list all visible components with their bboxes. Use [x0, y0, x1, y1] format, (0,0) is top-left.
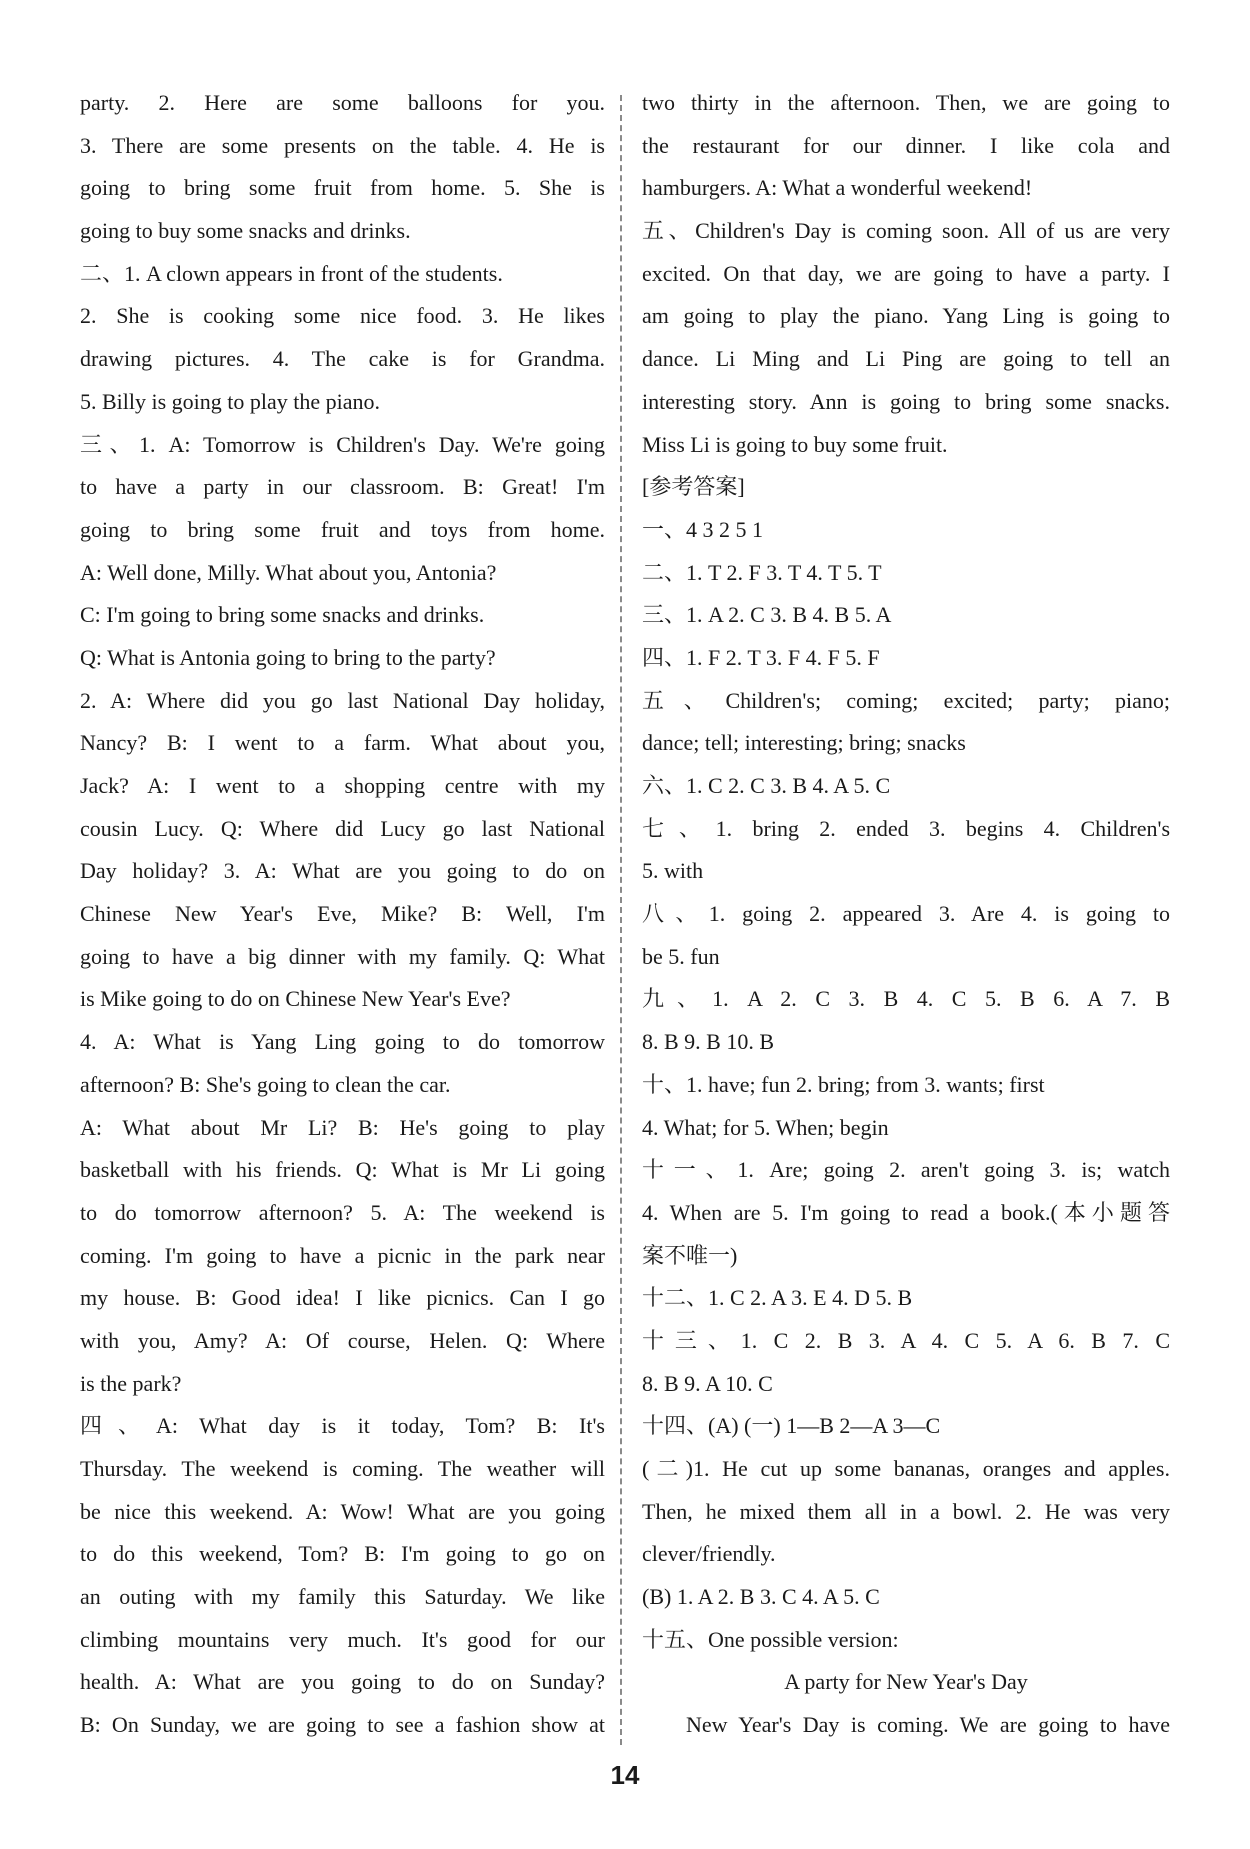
text-line: coming. I'm going to have a picnic in the park near — [80, 1242, 605, 1268]
page-number: 14 — [610, 1760, 640, 1790]
text-line: clever/friendly. — [642, 1541, 776, 1567]
column-divider — [620, 95, 622, 1745]
text-line: 2. She is cooking some nice food. 3. He likes — [80, 303, 605, 329]
text-line: 2. A: Where did you go last National Day holiday, — [80, 687, 605, 713]
text-line: 3. There are some presents on the table. 4. He is — [80, 132, 605, 158]
text-line: B: On Sunday, we are going to see a fashion show at — [80, 1712, 605, 1738]
text-line: 七、1. bring 2. ended 3. begins 4. Children's — [642, 815, 1170, 841]
text-line: 8. B 9. B 10. B — [642, 1029, 775, 1055]
text-line: cousin Lucy. Q: Where did Lucy go last National — [80, 815, 605, 841]
text-line: health. A: What are you going to do on Sunday? — [80, 1669, 605, 1695]
text-line: 十三、1. C 2. B 3. A 4. C 5. A 6. B 7. C — [642, 1327, 1170, 1353]
text-line: the restaurant for our dinner. I like cola and — [642, 132, 1170, 158]
text-line: be nice this weekend. A: Wow! What are you going — [80, 1498, 605, 1524]
text-line: to do this weekend, Tom? B: I'm going to go on — [80, 1541, 605, 1567]
text-line: party. 2. Here are some balloons for you. — [80, 90, 605, 115]
text-line: 一、4 3 2 5 1 — [642, 516, 764, 542]
text-line: basketball with his friends. Q: What is Mr Li going — [80, 1157, 605, 1183]
text-line: dance; tell; interesting; bring; snacks — [642, 730, 966, 756]
text-line: 十二、1. C 2. A 3. E 4. D 5. B — [642, 1285, 913, 1311]
text-line: 三、1. A 2. C 3. B 4. B 5. A — [642, 602, 892, 628]
text-line: A party for New Year's Day — [784, 1669, 1028, 1695]
text-line: with you, Amy? A: Of course, Helen. Q: Where — [80, 1327, 605, 1353]
text-line: dance. Li Ming and Li Ping are going to tell an — [642, 346, 1170, 372]
text-line: 三、1. A: Tomorrow is Children's Day. We're going — [80, 431, 605, 457]
text-line: (二)1. He cut up some bananas, oranges and apples. — [642, 1456, 1170, 1481]
text-line: [参考答案] — [642, 474, 745, 500]
text-line: Day holiday? 3. A: What are you going to do on — [80, 858, 605, 884]
text-line: 十五、One possible version: — [642, 1626, 899, 1652]
text-line: an outing with my family this Saturday. We like — [80, 1584, 605, 1610]
text-line: going to buy some snacks and drinks. — [80, 218, 411, 244]
text-line: New Year's Day is coming. We are going to have — [686, 1712, 1170, 1738]
text-line: interesting story. Ann is going to bring some snacks. — [642, 388, 1170, 414]
text-line: Nancy? B: I went to a farm. What about you, — [80, 730, 605, 756]
text-line: 十、1. have; fun 2. bring; from 3. wants; first — [642, 1071, 1045, 1097]
text-line: C: I'm going to bring some snacks and drinks. — [80, 602, 485, 628]
text-line: Q: What is Antonia going to bring to the party? — [80, 644, 496, 670]
text-line: to have a party in our classroom. B: Great! I'm — [80, 474, 605, 500]
text-line: 5. Billy is going to play the piano. — [80, 388, 381, 414]
text-line: 二、1. T 2. F 3. T 4. T 5. T — [642, 559, 882, 585]
text-line: A: Well done, Milly. What about you, Antonia? — [80, 559, 497, 585]
text-line: afternoon? B: She's going to clean the car. — [80, 1071, 451, 1097]
text-line: climbing mountains very much. It's good for our — [80, 1626, 605, 1652]
text-line: 4. What; for 5. When; begin — [642, 1114, 889, 1140]
text-line: be 5. fun — [642, 943, 720, 969]
text-line: 二、1. A clown appears in front of the students. — [80, 260, 503, 286]
text-line: Jack? A: I went to a shopping centre with my — [80, 773, 605, 798]
left-column — [80, 82, 605, 1747]
text-line: Chinese New Year's Eve, Mike? B: Well, I'm — [80, 901, 605, 927]
text-line: Thursday. The weekend is coming. The weather will — [80, 1456, 605, 1481]
text-line: 十一、1. Are; going 2. aren't going 3. is; watch — [642, 1157, 1170, 1183]
text-line: drawing pictures. 4. The cake is for Grandma. — [80, 346, 605, 372]
text-line: 4. When are 5. I'm going to read a book.(本小题答 — [642, 1199, 1170, 1225]
text-line: Then, he mixed them all in a bowl. 2. He was very — [642, 1498, 1170, 1524]
text-line: going to bring some fruit from home. 5. She is — [80, 175, 605, 201]
right-column — [642, 82, 1170, 1747]
text-line: 八、1. going 2. appeared 3. Are 4. is going to — [642, 901, 1170, 927]
text-line: (B) 1. A 2. B 3. C 4. A 5. C — [642, 1584, 880, 1610]
text-line: 4. A: What is Yang Ling going to do tomorrow — [80, 1029, 605, 1055]
text-line: 五、Children's Day is coming soon. All of us are very — [642, 218, 1170, 244]
text-line: to do tomorrow afternoon? 5. A: The weekend is — [80, 1199, 605, 1225]
text-line: 十四、(A) (一) 1—B 2—A 3—C — [642, 1413, 941, 1439]
text-line: 九、1. A 2. C 3. B 4. C 5. B 6. A 7. B — [642, 986, 1170, 1012]
text-line: 5. with — [642, 858, 704, 884]
text-line: going to have a big dinner with my family. Q: What — [80, 943, 605, 969]
text-line: my house. B: Good idea! I like picnics. Can I go — [80, 1285, 605, 1311]
text-line: two thirty in the afternoon. Then, we are going to — [642, 90, 1170, 115]
text-line: am going to play the piano. Yang Ling is going to — [642, 303, 1170, 329]
text-line: 案不唯一) — [642, 1242, 738, 1268]
text-line: A: What about Mr Li? B: He's going to play — [80, 1114, 605, 1140]
text-line: is the park? — [80, 1370, 182, 1396]
text-line: is Mike going to do on Chinese New Year's Eve? — [80, 986, 511, 1012]
text-line: 四、1. F 2. T 3. F 4. F 5. F — [642, 644, 880, 670]
text-line: 四、A: What day is it today, Tom? B: It's — [80, 1413, 605, 1439]
text-line: going to bring some fruit and toys from home. — [80, 516, 605, 542]
text-line: 8. B 9. A 10. C — [642, 1370, 773, 1396]
text-line: 六、1. C 2. C 3. B 4. A 5. C — [642, 773, 891, 798]
text-line: excited. On that day, we are going to have a party. I — [642, 260, 1170, 286]
text-line: Miss Li is going to buy some fruit. — [642, 431, 948, 457]
text-line: hamburgers. A: What a wonderful weekend! — [642, 175, 1033, 201]
text-line: 五、Children's; coming; excited; party; piano; — [642, 687, 1170, 713]
